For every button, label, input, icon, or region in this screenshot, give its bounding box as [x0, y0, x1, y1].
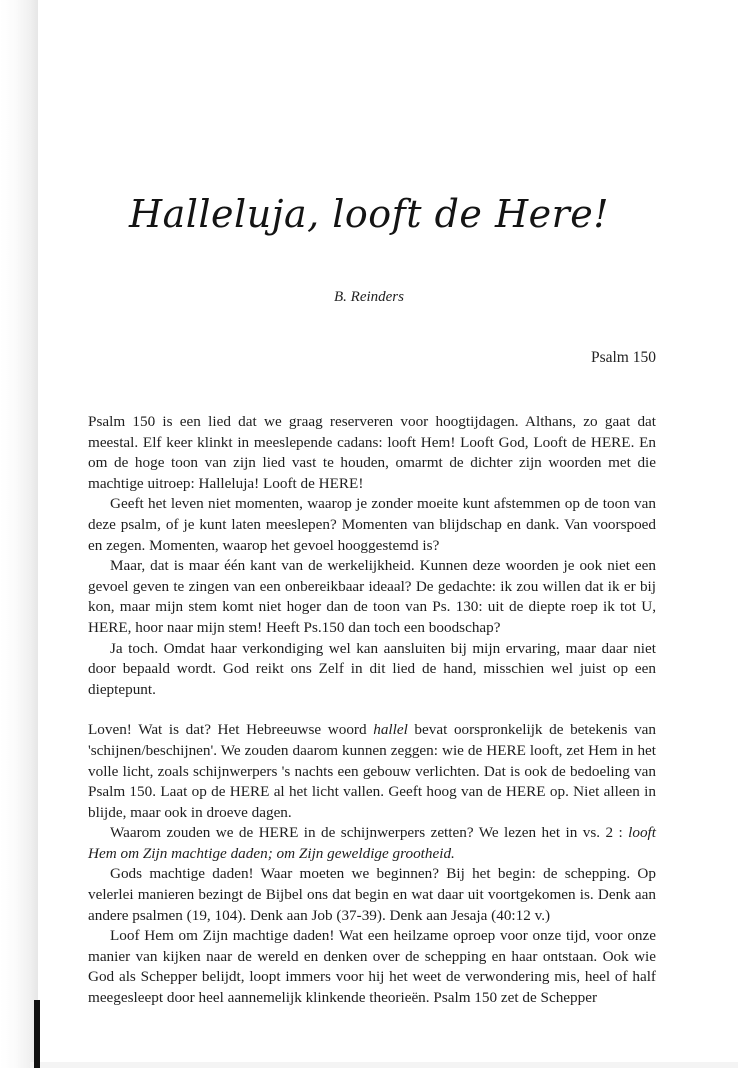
spine-shadow — [34, 1000, 40, 1068]
author-name: B. Reinders — [334, 289, 404, 305]
hebrew-term: hallel — [373, 721, 408, 739]
paragraph: Loof Hem om Zijn machtige daden! Wat een heilzame oproep voor onze tijd, voor onze manier van kijken naar de wereld en denken over de schepping en haar ontstaan. Ook wie God als Schepper belijdt, loopt immers voor hij het weet de verwondering mis, heel of half meegesleept door heel aannemelijk klinkende theorieën. Psalm 150 zet de Schepper — [88, 927, 656, 1007]
verse-quote: looft Hem om Zijn machtige daden; om Zijn geweldige grootheid. — [88, 824, 656, 862]
paragraph: Gods machtige daden! Waar moeten we beginnen? Bij het begin: de schepping. Op velerlei manieren bezingt de Bijbel ons dat begin en wat daar uit voortgekomen is. Denk aan andere psalmen (19, 104). Denk aan Job (37-39). Denk aan Jesaja (40:12 v.) — [88, 865, 656, 924]
paragraph: Ja toch. Omdat haar verkondiging wel kan aansluiten bij mijn ervaring, maar daar niet door bepaald wordt. God reikt ons Zelf in dit lied de hand, misschien wel juist op een dieptepunt. — [88, 639, 656, 698]
page-title: Halleluja, looft de Here! — [128, 192, 610, 236]
psalm-reference: Psalm 150 — [590, 349, 656, 366]
paragraph: Loven! Wat is dat? Het Hebreeuwse woord hallel bevat oorspronkelijk de betekenis van 'schijnen/beschijnen'. We zouden daarom kunnen zeggen: wie de HERE looft, zet Hem in het volle licht, zoals schijnwerpers 's nachts een gebouw verlichten. Dat is ook de bedoeling van Psalm 150. Laat op de HERE al het licht vallen. Geeft hoog van de HERE op. Niet alleen in blijde, maar ook in droeve dagen. — [88, 721, 656, 821]
scan-edge-bottom — [30, 1062, 738, 1068]
scan-edge-left — [0, 0, 38, 1068]
paragraph: Maar, dat is maar één kant van de werkelijkheid. Kunnen deze woorden je ook niet een gevoel geven te zingen van een onbereikbaar ideaal? De gedachte: ik zou willen dat ik er bij kon, maar mijn stem komt niet hoger dan de toon van Ps. 130: uit de diepte roep ik tot U, HERE, hoor naar mijn stem! Heeft Ps.150 dan toch een boodschap? — [88, 557, 656, 636]
paragraph: Psalm 150 is een lied dat we graag reserveren voor hoogtijdagen. Althans, zo gaat dat meestal. Elf keer klinkt in meeslepende cadans: looft Hem! Looft God, Looft de HERE. En om de hoge toon van zijn lied vast te houden, omarmt de dichter zijn woorden met die machtige uitroep: Halleluja! Looft de HERE! — [88, 413, 656, 492]
paragraph: Geeft het leven niet momenten, waarop je zonder moeite kunt afstemmen op de toon van deze psalm, of je kunt laten meeslepen? Momenten van blijdschap en dank. Van voorspoed en zegen. Momenten, waarop het gevoel hooggestemd is? — [88, 495, 656, 554]
article-body — [88, 412, 656, 1009]
paragraph: Waarom zouden we de HERE in de schijnwerpers zetten? We lezen het in vs. 2 : looft Hem om Zijn machtige daden; om Zijn geweldige grootheid. — [88, 824, 656, 862]
